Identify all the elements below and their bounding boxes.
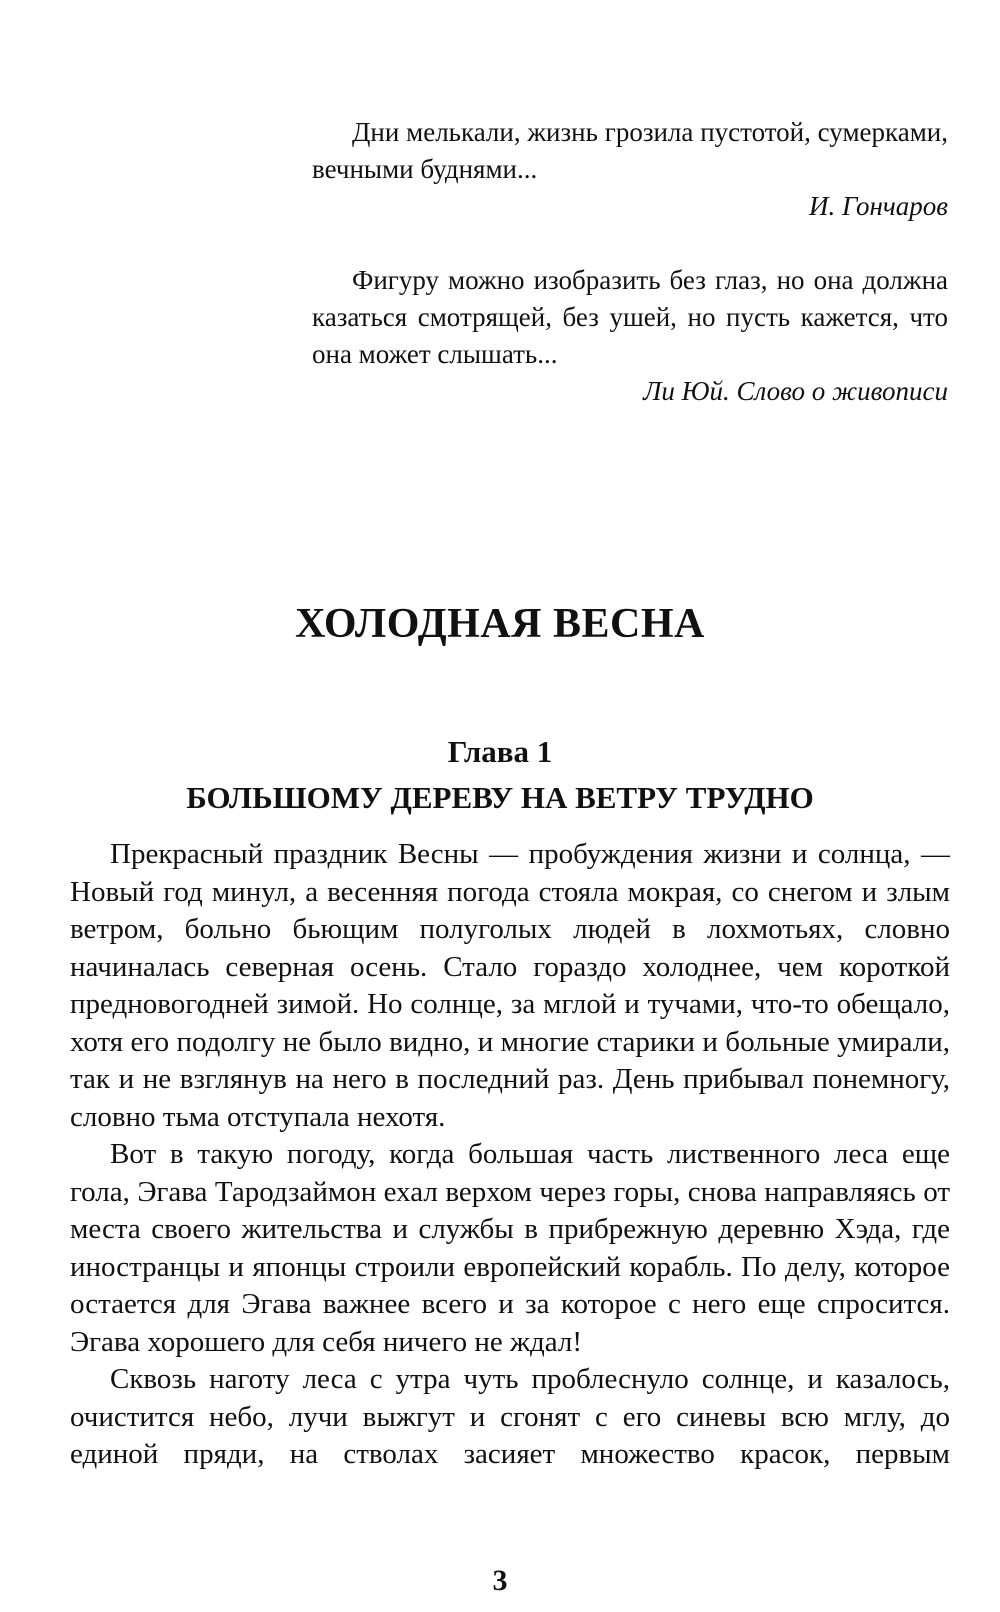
epigraph-text: Дни мелькали, жизнь грозила пустотой, сумерками, вечными буднями... xyxy=(312,117,948,184)
paragraph: Вот в такую погоду, когда большая часть лиственного леса еще гола, Эгава Тародзаймон ехал верхом через горы, снова направляясь от места своего жительства и службы в прибрежную деревню Хэда, где иностранцы и японцы строили европейский корабль. По делу, которое остается для Эгава важнее всего и за которое с него еще спросится. Эгава хорошего для себя ничего не ждал! xyxy=(70,1138,950,1358)
chapter-title: БОЛЬШОМУ ДЕРЕВУ НА ВЕТРУ ТРУДНО xyxy=(186,780,814,815)
page-number: 3 xyxy=(492,1564,508,1597)
epigraph-author: И. Гончаров xyxy=(809,191,948,221)
paragraph: Прекрасный праздник Весны — пробуждения жизни и солнца, — Новый год минул, а весенняя погода стояла мокрая, со снегом и злым ветром, больно бьющим полуголых людей в лохмотьях, словно начиналась северная осень. Стало гораздо холоднее, чем короткой предновогодней зимой. Но солнце, за мглой и тучами, что-то обещало, хотя его подолгу не было видно, и многие старики и больные умирали, так и не взглянув на него в последний раз. День прибывал понемногу, словно тьма отступала нехотя. xyxy=(70,838,950,1133)
chapter-body xyxy=(70,836,950,1474)
epigraph-text: Фигуру можно изобразить без глаз, но она должна казаться смотрящей, без ушей, но пусть кажется, что она может слышать... xyxy=(312,265,948,369)
epigraph-li-yu xyxy=(312,262,948,410)
epigraph-author: Ли Юй. Слово о живописи xyxy=(643,376,948,406)
epigraph-goncharov xyxy=(312,114,948,225)
paragraph: Сквозь наготу леса с утра чуть проблеснуло солнце, и казалось, очистится небо, лучи выжгут и сгонят с его синевы всю мглу, до единой пряди, на стволах засияет множество красок, первым xyxy=(70,1363,950,1470)
chapter-number: Глава 1 xyxy=(447,734,553,769)
book-title: ХОЛОДНАЯ ВЕСНА xyxy=(295,601,705,647)
